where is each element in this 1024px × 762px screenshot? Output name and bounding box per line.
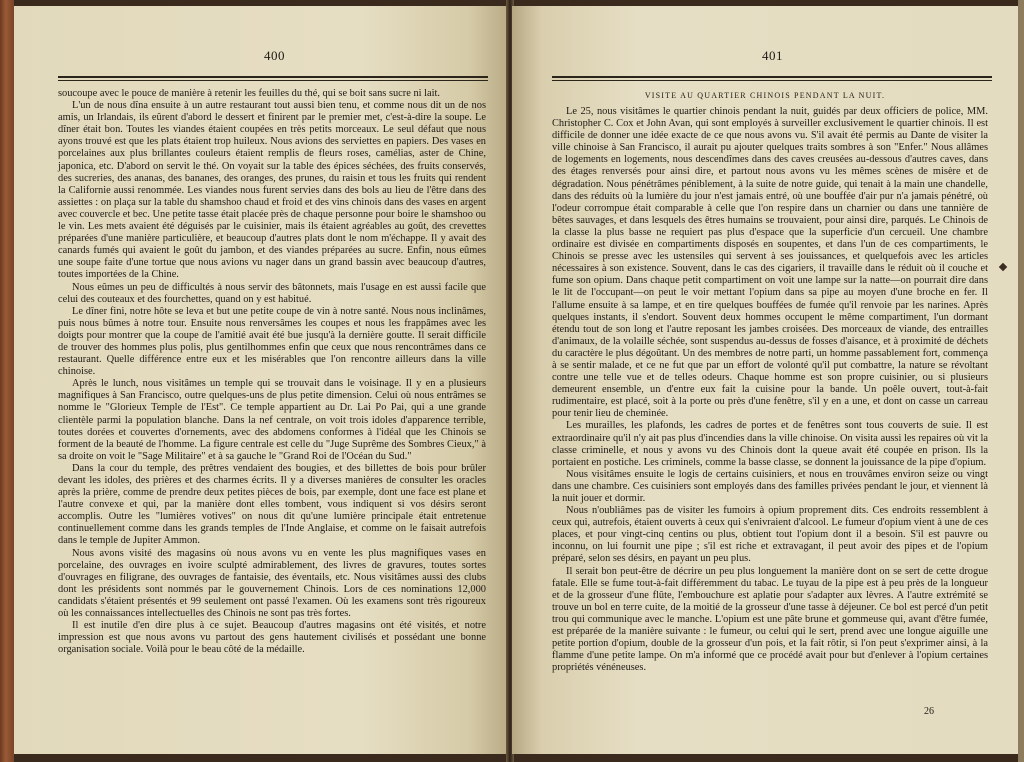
paragraph: Nous avons visité des magasins où nous avons vu en vente les plus magnifiques vases en porcelaine, des ouvrages en ivoire sculpté admirablement, des livres de gravures, toutes sortes d'ouvrages en filigrane, des ouvrages de fantaisie, des éventails, etc. Nous visitâmes aussi des clubs dont les présidents sont nommés par le gouvernement Chinois. Lors de ces nominations 12,000 candidats s'étaient présentés et 99 seulement ont passé l'examen. Où les examens sont très rigoureux où les connaissances intellectuelles des Chinois ne sont pas très fortes. [58, 547, 486, 620]
body-text [58, 88, 486, 656]
paragraph: Nous visitâmes ensuite le logis de certains cuisiniers, et nous en trouvâmes environ seize ou vingt dans une chambre. Ces cuisiniers sont employés dans des familles privées pendant le jour, et viennent là la nuit jouer et dormir. [552, 468, 988, 504]
signature-number: 26 [924, 706, 934, 717]
header-rule [58, 80, 488, 81]
running-head: VISITE AU QUARTIER CHINOIS PENDANT LA NUIT. [644, 91, 886, 100]
right-page [512, 6, 1018, 754]
paragraph: Dans la cour du temple, des prêtres vendaient des bougies, et des billettes de bois pour brûler devant les idoles, des prières et des charmes écrits. Il y a diverses manières de consulter les oracles après la prière, comme de prendre deux petites pièces de bois, par exemple, dont une face est plane et l'autre convexe et qui, par la manière dont elles tombent, vous indiquent si vos désirs seront accomplis. Outre les "lumières votives" on nous dit qu'une lumière principale était entretenue continuellement comme dans les grands temples de l'Inde Anglaise, et comme on le faisait autrefois dans le temple de Jupiter Ammon. [58, 462, 486, 547]
paragraph: Nous eûmes un peu de difficultés à nous servir des bâtonnets, mais l'usage en est aussi facile que celui des couteaux et des fourchettes, quand on y est habitué. [58, 281, 486, 305]
paragraph: Nous n'oubliâmes pas de visiter les fumoirs à opium proprement dits. Ces endroits ressemblent à ceux qui, autrefois, étaient ouverts à ceux qui s'enivraient d'alcool. Le fumeur d'opium vient à une de ces places, et pour vingt-cinq centins ou plus, obtient tout l'opium dont il a besoin. S'il est pauvre ou inconnu, on lui fournit une pipe ; s'il est riche et extravagant, il peut avoir des pipes et de l'opium préparé, selon ses désirs, en payant un peu plus. [552, 505, 988, 565]
paragraph: Les murailles, les plafonds, les cadres de portes et de fenêtres sont tous couverts de suie. Il est extraordinaire qu'il n'y ait pas plus d'incendies dans la ville chinoise. On visita aussi les repaires où vit la classe criminelle, et nous y avons vu des Chinois dont la queue avait été coupée en prison. Ils la portaient en postiche. Les criminels, comme la basse classe, se donnent la jouissance de la pipe d'opium. [552, 420, 988, 468]
paragraph: Le dîner fini, notre hôte se leva et but une petite coupe de vin à notre santé. Nous nous inclinâmes, puis nous bûmes à notre tour. Ensuite nous renversâmes les coupes et nous les frappâmes avec les doigts pour montrer que la coupe de l'amitié avait été bue jusqu'à la dernière goutte. Il serait difficile de trouver des hommes plus polis, plus gentilhommes enfin que ceux que nous rencontrâmes dans ce restaurant. Quelle différence entre eux et les misérables que l'on rencontre ailleurs dans la ville chinoise. [58, 305, 486, 378]
paragraph: Le 25, nous visitâmes le quartier chinois pendant la nuit, guidés par deux officiers de police, MM. Christopher C. Cox et John Avan, qui sont employés à surveiller exclusivement le quartier chinois. Il est difficile de donner une idée exacte de ce que nous avons vu. S'il avait été permis au Dante de visiter la ville chinoise à San Francisco, il aurait pu ajouter quelques traits sombres à son "Enfer." Nous allâmes de logements en logements, nous descendîmes dans des caves creusées au-dessous d'autres caves, dans des étages renversés pour ainsi dire, et partout nous avons vu les mêmes scènes de misère et de dégradation. Nous pénétrâmes péniblement, à la suite de notre guide, qui tenait à la main une chandelle, dans des réduits où la lumière du jour n'est jamais entré, où une bouffée d'air pur n'a jamais pénétré, où l'odeur corrompue était comparable à celle que l'on respire dans un charnier ou dans une tannière de bêtes sauvages, et dans lesquels des êtres humains se trouvaient, pour ainsi dire, parqués. Le Chinois de la classe la plus basse ne requiert pas plus d'espace que la superficie d'un cercueil. Une chambre ordinaire est divisée en compartiments disposés en soupentes, et dans l'un de ces compartiments, le Chinois se presse avec les ustensiles qui servent à ses jouissances, et quelquefois avec les articles nécessaires à son existence. Souvent, dans le cas des cigariers, il travaille dans le réduit où il couche et fume son opium. Dans chaque petit compartiment on voit une lampe sur la natte—on pourrait dire dans le lit de l'occupant—on peut le voir mettant l'opium dans sa pipe au moyen d'une broche en fer. Il l'allume ensuite à sa lampe, et en tire quelques bouffées de fumée qu'il renvoie par les narines. Après quelques instants, il s'endort. Souvent deux hommes occupent le même compartiment, l'un dormant étendu tout de son long et l'autre reposant les jambes croisées. Des morceaux de viande, des entrailles d'animaux, de la volaille séchée, sont suspendus au-dessus de fosses d'aisance, et à proximité de déchets du caractère le plus dégoûtant. Un des membres de notre parti, un homme passablement fort, commença à se sentir malade, et ce ne fut que par un effort de volonté qu'il put combattre, la nature se révoltant contre une telle vue et de telles odeurs. Chaque homme est son propre cuisinier, ou si plusieurs demeurent ensemble, un d'entre eux fait la cuisine pour la bande. Un poêle ouvert, tout-à-fait rudimentaire, est placé, soit à la porte ou près d'une fenêtre, s'il y en a une, et dont on casse un carreau pour tenir lieu de cheminée. [552, 106, 988, 420]
page-number: 401 [762, 48, 783, 63]
page-mark [999, 263, 1007, 271]
header-rule [552, 76, 992, 78]
paragraph: soucoupe avec le pouce de manière à retenir les feuilles du thé, qui se boit sans sucre ni lait. [58, 88, 441, 99]
page-edge [1018, 0, 1024, 762]
paragraph: L'un de nous dîna ensuite à un autre restaurant tout aussi bien tenu, et comme nous dit un de nos amis, un Irlandais, ils eûrent d'abord le dessert et finirent par le premier met, c'est-à-dire la soupe. Le dîner était bon. Toutes les viandes étaient coupées en très petits morceaux. Le seul défaut que nous ayons trouvé est que les plats étaient trop huileux. Nous avions des serviettes en papiers. Des vases en porcelaines aux plus brillantes couleurs étaient remplis de fleurs roses, camélias, aster de Chine, japonica, etc. D'abord on servit le thé. On voyait sur la table des épices séchées, des fruits conservés, des sucreries, des ananas, des bananes, des oranges, des prunes, du raisin et tous les fruits qui rendent la Californie aussi renommée. Les viandes nous furent servies dans des bols au lieu de l'être dans des assiettes : on plaça sur la table du shamshoo chaud et froid et des vins chinois dans des vases en argent avec couvercle et bec. Une petite tasse était placée près de chaque personne pour boire le shamshoo ou le vin. Les mets avaient été déguisés par le cuisinier, mais ils étaient agréables au goût, des crevettes préparées d'une manière particulière, et beaucoup d'autres plats dont le nom m'échappe. Il y avait des canards fumés qui avaient le goût du jambon, et des viandes préparées au sucre. Enfin, nous eûmes une soupe faite d'une tortue que nous avions vu nager dans un grand bassin avec beaucoup d'autres, toutes importées de la Chine. [58, 100, 486, 281]
body-text [552, 106, 988, 674]
paragraph: Il est inutile d'en dire plus à ce sujet. Beaucoup d'autres magasins ont été visités, et notre impression est que nous avons vu partout des gens hautement civilisés et possédant une bonne organisation sociale. Voilà pour le beau côté de la médaille. [58, 620, 486, 656]
paragraph: Après le lunch, nous visitâmes un temple qui se trouvait dans le voisinage. Il y en a plusieurs magnifiques à San Francisco, outre quelques-uns de plus petite dimension. Celui où nous entrâmes se nomme le "Glorieux Temple de l'Est". Ce temple appartient au Dr. Lai Po Pai, qui a une grande clientèle parmi la population blanche. Dans la nef centrale, on voit trois idoles d'apparence terrible, toutes dorées et couvertes d'ornements, avec des abdomens conformes à l'idéal que les Chinois se forment de la beauté de l'homme. La figure centrale est celle du "Juge Suprême des Sombres Cieux," à sa droite on voit le "Sage Militaire" et à sa gauche le "Grand Roi de l'Océan du Sud." [58, 378, 486, 462]
header-rule [58, 76, 488, 78]
page-number: 400 [264, 48, 285, 63]
book-cover-edge [0, 0, 14, 762]
paragraph: Il serait bon peut-être de décrire un peu plus longuement la manière dont on se sert de cette drogue fatale. Elle se fume tout-à-fait différemment du tabac. Le tuyau de la pipe est à peu près de la longueur et de la grosseur d'une flûte, l'embouchure est aplatie pour s'adapter aux lèvres. A l'autre extrémité se trouve un bol en terre cuite, de la moitié de la grosseur d'une tasse à déjeuner. Ce bol est percé d'un petit trou qui communique avec le manche. L'opium est une pâte brune et gommeuse qui, avant d'être fumée, est préparée de la manière suivante : le fumeur, ou celui qui le sert, prend avec une longue aiguille une petite portion d'opium, double de la grosseur d'un pois, et la fait rôtir, si l'on peut s'exprimer ainsi, à la flamme d'une petite lampe. On m'a informé que ce procédé avait pour but d'enlever à l'opium certaines propriétés vénéneuses. [552, 565, 988, 674]
left-page [14, 6, 508, 754]
header-rule [552, 80, 992, 81]
